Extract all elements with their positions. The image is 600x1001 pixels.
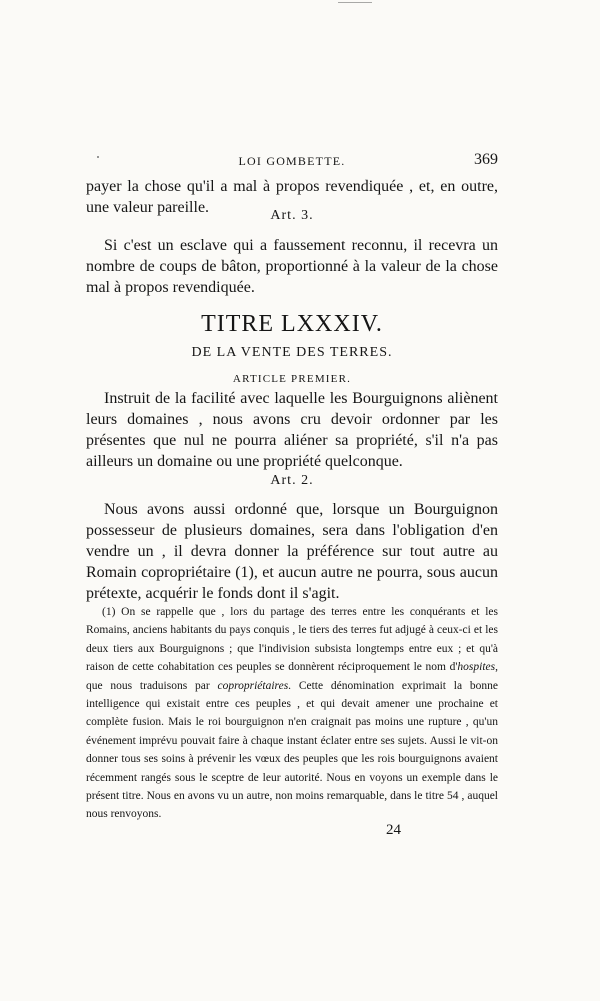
titre-heading: TITRE LXXXIV.: [201, 311, 383, 337]
scan-mark-top: [338, 2, 372, 3]
paragraph-continuation: payer la chose qu'il a mal à propos revendiquée , et, en outre, une valeur pareille.: [86, 178, 498, 216]
signature-mark: 24: [386, 822, 401, 838]
running-title: LOI GOMBETTE.: [238, 154, 346, 168]
titre-subtitle: DE LA VENTE DES TERRES.: [191, 345, 393, 360]
article-2-heading: Art. 2.: [270, 473, 314, 488]
paragraph-art-3: Si c'est un esclave qui a faussement reconnu, il recevra un nombre de coups de bâton, proportionné à la valeur de la chose mal à propos revendiquée.: [86, 237, 498, 296]
footnote-text-2: , que nous traduisons par: [86, 661, 498, 692]
running-head: [86, 151, 498, 171]
footnote-text-1: (1) On se rappelle que , lors du partage des terres entre les conquérants et les Romains, anciens habitants du pays conquis , le tiers des terres fut adjugé à ceux-ci et les deux tiers aux Bourguignons ; que l'indivision subsista longtemps entre eux ; et qu'à raison de cette cohabitation ces peuples se donnèrent réciproquement le nom d': [86, 606, 498, 674]
article-3-heading: Art. 3.: [270, 208, 314, 223]
page-number: 369: [474, 151, 498, 168]
footnote-term-coproprietaires: copropriétaires: [217, 679, 289, 692]
footnote-term-hospites: hospites: [457, 661, 496, 674]
paragraph-article-premier: Instruit de la facilité avec laquelle les Bourguignons aliènent leurs domaines , nous avons cru devoir ordonner par les présentes que nul ne pourra aliéner sa propriété, s'il n'a pas ailleurs un domaine ou une propriété quelconque.: [86, 390, 498, 470]
footnote: [86, 603, 498, 824]
article-premier-heading: ARTICLE PREMIER.: [232, 373, 352, 385]
paragraph-art-2: Nous avons aussi ordonné que, lorsque un Bourguignon possesseur de plusieurs domaines, sera dans l'obligation d'en vendre un , il devra donner la préférence sur tout autre au Romain copropriétaire (1), et aucun autre ne pourra, sous aucun prétexte, acquérir le fonds dont il s'agit.: [86, 501, 498, 602]
footnote-text-3: . Cette dénomination exprimait la bonne intelligence qui existait entre ces peuples , et qui devait amener une prochaine et complète fusion. Mais le roi bourguignon n'en craignait pas moins une rupture , qu'un événement imprévu pouvait faire à chaque instant éclater entre ses sujets. Aussi le vit-on donner tous ses soins à prévenir les vœux des peuples que les rois bourguignons avaient récemment rangés sous le sceptre de leur autorité. Nous en voyons un exemple dans le présent titre. Nous en avons vu un autre, non moins remarquable, dans le titre 54 , auquel nous renvoyons.: [86, 679, 498, 821]
